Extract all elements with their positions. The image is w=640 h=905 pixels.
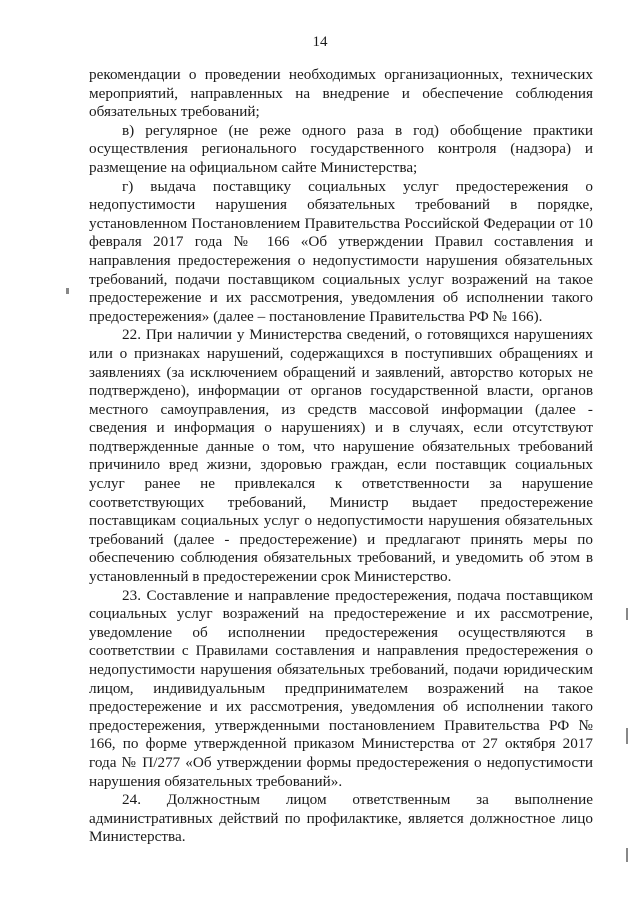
page-number: 14 [312, 34, 328, 50]
scan-artifact-mark [626, 608, 628, 620]
paragraph-23: 23. Составление и направление предостережения, подача поставщиком социальных услуг возражений на предостережение и их рассмотрение, уведомление об исполнении предостережения осуществляются в соответствии с Правилами составления и направления предостережения о недопустимости нарушения обязательных требований, подачи юридическим лицом, индивидуальным предпринимателем возражений на такое предостережение и их рассмотрения, уведомления об исполнении такого предостережения, утвержденными постановлением Правительства РФ № 166, по форме утвержденной приказом Министерства от 27 октября 2017 года № П/277 «Об утверждении формы предостережения о недопустимости нарушения обязательных требований». [89, 586, 593, 790]
paragraph-item-v: в) регулярное (не реже одного раза в год) обобщение практики осуществления регионального государственного контроля (надзора) и размещение на официальном сайте Министерства; [89, 121, 593, 176]
scan-artifact-mark [66, 288, 69, 294]
scan-artifact-mark [626, 848, 628, 862]
paragraph-22: 22. При наличии у Министерства сведений, о готовящихся нарушениях или о признаках нарушений, содержащихся в поступивших обращениях и заявлениях (за исключением обращений и заявлений, авторство которых не подтверждено), информации от органов государственной власти, органов местного самоуправления, из средств массовой информации (далее - сведения и информация о нарушениях) и в случаях, если отсутствуют подтвержденные данные о том, что нарушение обязательных требований причинило вред жизни, здоровью граждан, если поставщик социальных услуг ранее не привлекался к ответственности за нарушение соответствующих требований, Министр выдает предостережение поставщикам социальных услуг о недопустимости нарушения обязательных требований (далее - предостережение) и предлагают принять меры по обеспечению соблюдения обязательных требований, и уведомить об этом в установленный в предостережении срок Министерство. [89, 326, 593, 586]
paragraph-continuation: рекомендации о проведении необходимых организационных, технических мероприятий, направленных на внедрение и обеспечение соблюдения обязательных требований; [89, 66, 593, 121]
paragraph-24: 24. Должностным лицом ответственным за выполнение административных действий по профилактике, является должностное лицо Министерства. [89, 791, 593, 846]
scan-artifact-mark [626, 728, 628, 744]
paragraph-item-g: г) выдача поставщику социальных услуг предостережения о недопустимости нарушения обязательных требований в порядке, установленном Постановлением Правительства Российской Федерации от 10 февраля 2017 года № 166 «Об утверждении Правил составления и направления предостережения о недопустимости нарушения обязательных требований, подачи поставщиком социальных услуг возражений на такое предостережение и их рассмотрения, уведомления об исполнении такого предостережения» (далее – постановление Правительства РФ № 166). [89, 177, 593, 325]
document-body [89, 66, 593, 847]
